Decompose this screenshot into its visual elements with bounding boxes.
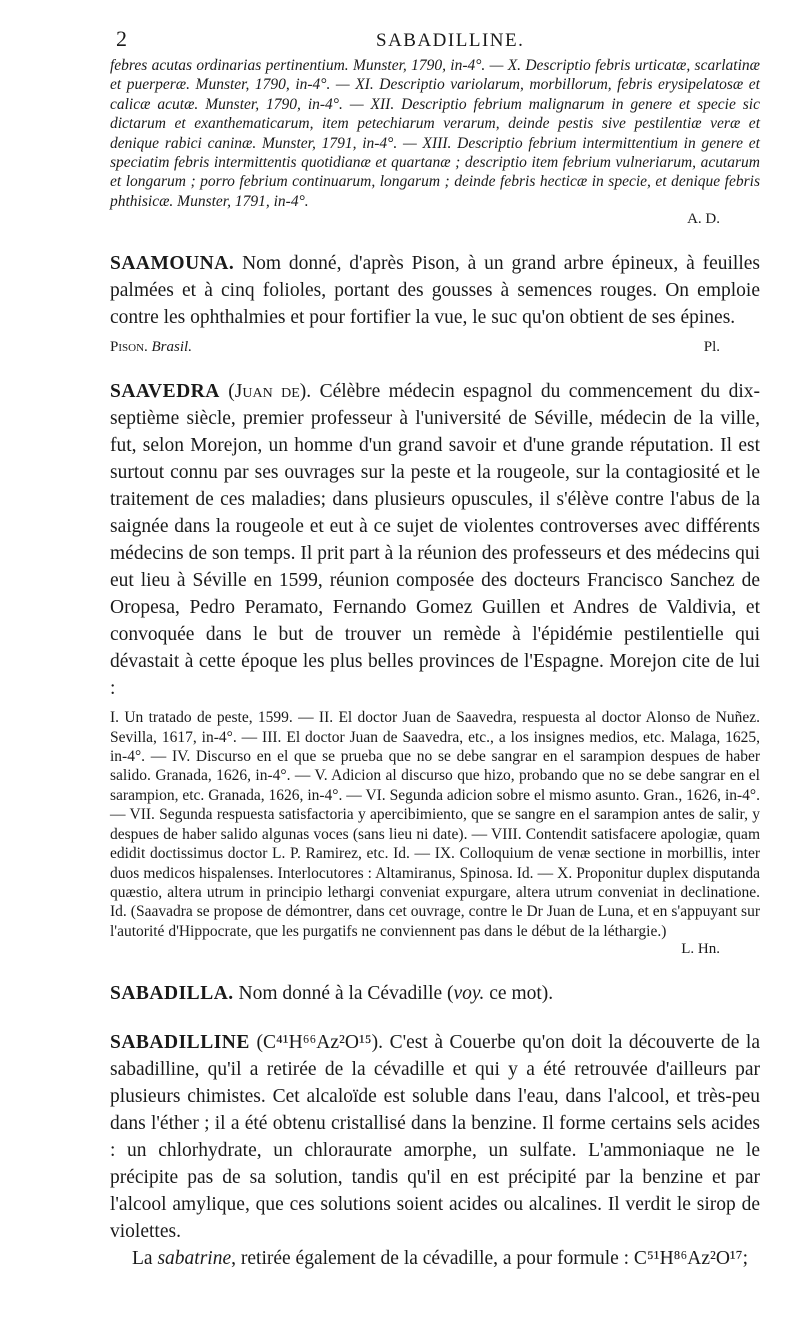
entry-saavedra bbox=[110, 378, 760, 958]
entry-sabadilla bbox=[110, 980, 760, 1007]
source-author: Pison. bbox=[110, 339, 148, 356]
headword: SABADILLINE bbox=[110, 1032, 250, 1054]
cross-reference: voy. bbox=[453, 983, 485, 1005]
text-segment: La bbox=[132, 1248, 158, 1270]
entry-text: C'est à Couerbe qu'on doit la découverte de la sabadilline, qu'il a retirée de la cévadille et qui y a été retrouvée d'ailleurs par plusieurs chimistes. Cet alcaloïde est soluble dans l'eau, dans l'alcool, et très-peu dans l'éther ; il a été obtenu cristallisé dans la benzine. Il forme certains sels acides : un chlorhydrate, un chloraurate amorphe, un sulfate. L'ammoniaque ne le précipite pas de sa solution, tandis qu'il en est précipité par la benzine et par l'alcool amylique, que ces solutions soient acides ou alcalines. Il verdit le sirop de violettes. bbox=[110, 1032, 761, 1243]
entry-sabadilline bbox=[110, 1029, 760, 1272]
signature: L. Hn. bbox=[681, 941, 720, 958]
entry-text: Nom donné, d'après Pison, à un grand arbre épineux, à feuilles palmées et à cinq folioles, portant des gousses à semences rouges. On emploie contre les ophthalmies et pour fortifier la vue, le suc qu'on obtient de ses épines. bbox=[110, 253, 761, 329]
source-title: Brasil. bbox=[151, 339, 192, 356]
running-title: SABADILLINE. bbox=[376, 30, 525, 51]
entry-text: Célèbre médecin espagnol du commencement du dix-septième siècle, premier professeur à l'université de Séville, médecin de la ville, fut, selon Morejon, un homme d'un grand savoir et d'une grande réputation. Il est surtout connu par ses ouvrages sur la peste et la rougeole, sur la contagiosité et le traitement de ces maladies; dans plusieurs opuscules, il s'élève contre l'abus de la saignée dans la rougeole et eut à ce sujet de violentes controverses avec différents médecins de son temps. Il prit part à la réunion des professeurs et des médecins qui eut lieu à Séville en 1599, réunion composée des docteurs Francisco Sanchez de Oropesa, Pedro Peramato, Fernando Gomez Guillen et Andres de Valdivia, et convoquée dans le but de trouver un remède à l'épidémie pestilentielle qui dévastait à cette époque les plus belles provinces de l'Espagne. Morejon cite de lui : bbox=[110, 381, 761, 700]
citation bbox=[110, 339, 760, 356]
chemical-formula: (C⁴¹H⁶⁶Az²O¹⁵). bbox=[256, 1032, 383, 1054]
term-sabatrine: sabatrine bbox=[157, 1248, 232, 1270]
signature: A. D. bbox=[687, 211, 720, 228]
signature: Pl. bbox=[703, 339, 720, 356]
entry-paragraph-2 bbox=[110, 1245, 760, 1272]
page-header bbox=[110, 26, 760, 56]
entry-text-b: ce mot). bbox=[484, 983, 554, 1005]
page-number: 2 bbox=[116, 26, 127, 51]
previous-entry-continuation: febres acutas ordinarias pertinentium. Munster, 1790, in-4°. — X. Descriptio febris urticatæ, scarlatinæ et puerperæ. Munster, 1790, in-4°. — XI. Descriptio variolarum, morbillorum, febris erysipelatosæ et calicæ acutæ. Munster, 1790, in-4°. — XII. Descriptio febrium malignarum in genere et specie sic dictarum et exanthematicarum, item petechiarum verarum, deinde pestis sive pestilentiæ veræ et denique rabici caninæ. Munster, 1791, in-4°. — XIII. Descriptio febrium intermittentium in genere et speciatim febris intermittentis quotidianæ et quartanæ ; descriptio item febrium vulneriarum, acutarum et longarum ; porro febrium continuarum, longarum ; deinde febris hecticæ in specie, et denique febris phthisicæ. Munster, 1791, in-4°. bbox=[110, 57, 760, 210]
text-segment: , retirée également de la cévadille, a pour formule : C⁵¹H⁸⁶Az²O¹⁷; bbox=[231, 1248, 748, 1270]
bibliography: I. Un tratado de peste, 1599. — II. El doctor Juan de Saavedra, respuesta al doctor Alonso de Nuñez. Sevilla, 1617, in-4°. — III. El doctor Juan de Saavedra, etc., a los insignes medios, etc. Malaga, 1625, in-4°. — IV. Discurso en el que se prueba que no se debe sangrar en el sarampion despues de haber salido. Granada, 1626, in-4°. — V. Adicion al discurso que hizo, probando que no se debe sangrar en el sarampion, etc. Granada, 1626, in-4°. — VI. Segunda adicion sobre el mismo asunto. Gran., 1626, in-4°. — VII. Segunda respuesta satisfactoria y apercibimiento, que se sangre en el sarampion antes de salir, y despues de haber salido algunas voces (sans lieu ni date). — VIII. Contendit satisfacere apologiæ, quam edidit doctissimus doctor L. P. Ramirez, etc. Id. — IX. Colloquium de venæ sectione in morbillis, inter duos medicos hispalenses. Interlocutores : Altamiranus, Spinosa. Id. — X. Proponitur duplex disputanda quæstio, altera utrum in principio lethargi conveniat expurgare, altera utrum conveniat in declinatione. Id. (Saavadra se propose de démontrer, dans cet ouvrage, contre le Dr Juan de Luna, et en s'appuyant sur l'autorité d'Hippocrate, que les purgatifs ne conviennent pas dans le début de la léthargie.) bbox=[110, 709, 760, 940]
headword: SAAMOUNA. bbox=[110, 253, 235, 275]
entry-saamouna bbox=[110, 250, 760, 356]
entry-text-a: Nom donné à la Cévadille ( bbox=[238, 983, 454, 1005]
name-suffix: (Juan de). bbox=[228, 381, 312, 403]
headword: SABADILLA. bbox=[110, 983, 234, 1005]
headword: SAAVEDRA bbox=[110, 381, 220, 403]
